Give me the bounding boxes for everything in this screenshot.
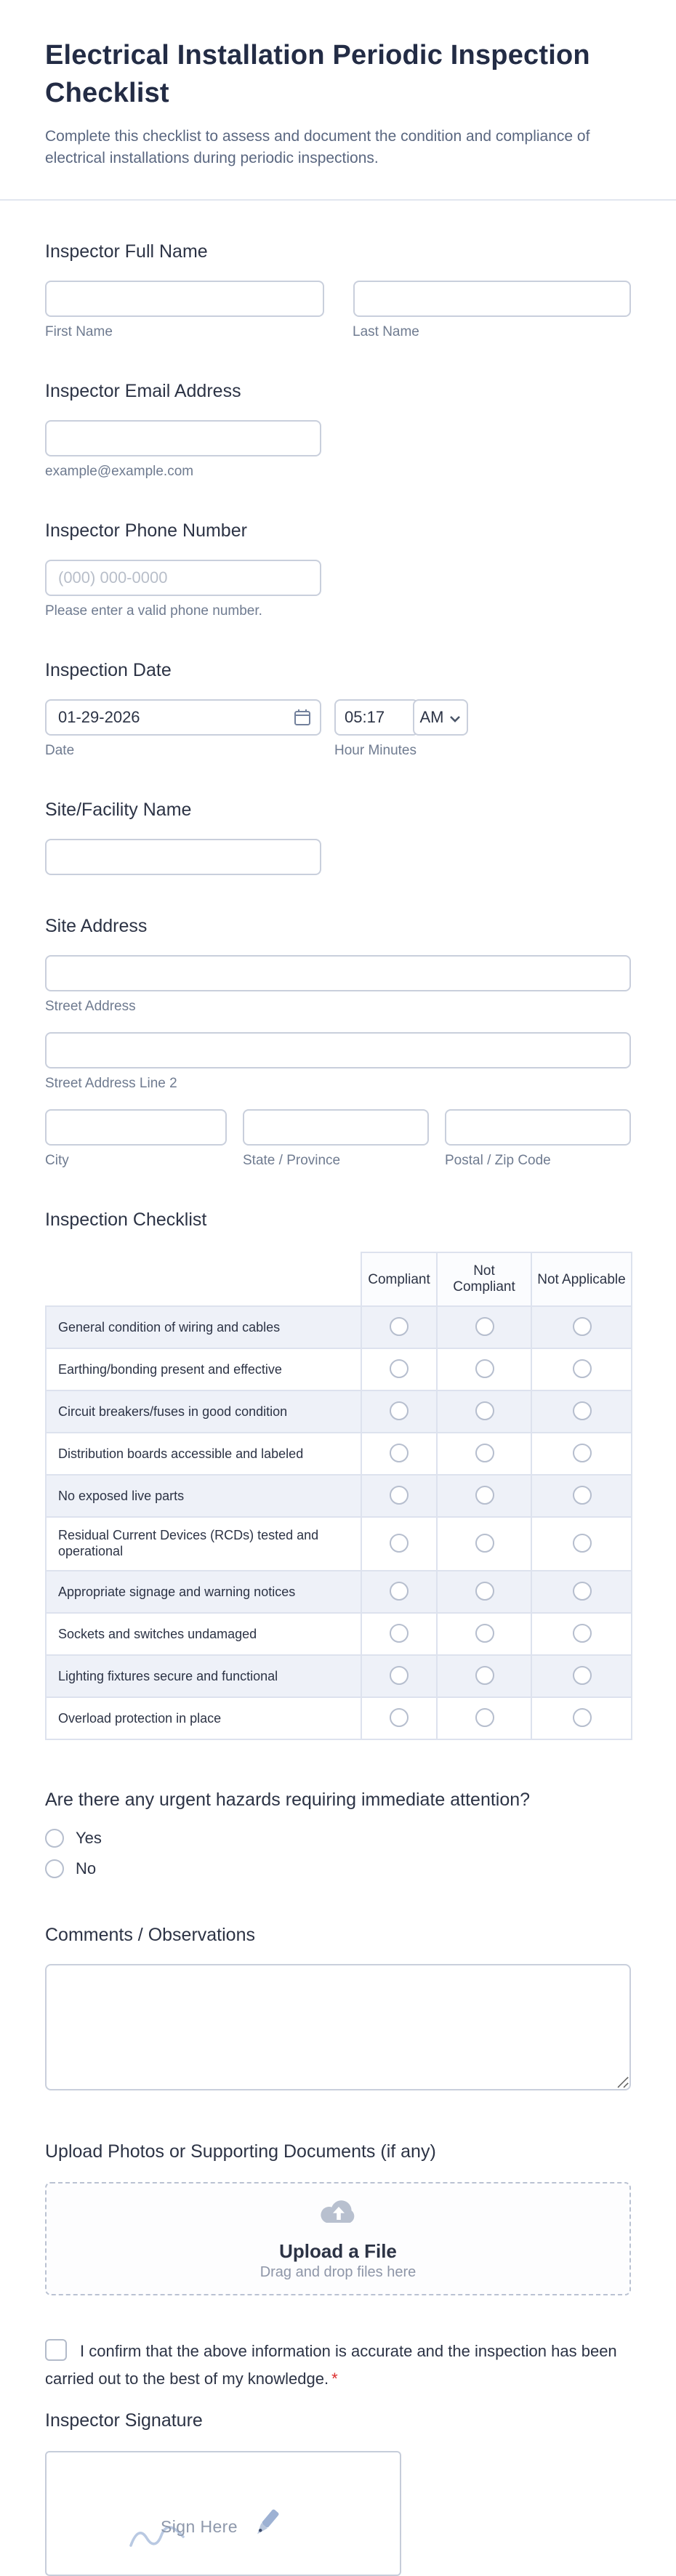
time-input[interactable] xyxy=(334,699,419,736)
matrix-cell xyxy=(437,1517,531,1571)
radio-button[interactable] xyxy=(572,1534,591,1553)
matrix-cell xyxy=(361,1613,437,1655)
matrix-cell xyxy=(361,1475,437,1517)
matrix-cell xyxy=(437,1475,531,1517)
email-section xyxy=(45,381,631,480)
radio-button[interactable] xyxy=(390,1582,409,1601)
radio-button[interactable] xyxy=(475,1486,494,1505)
radio-button[interactable] xyxy=(390,1667,409,1686)
matrix-corner xyxy=(46,1252,361,1306)
pen-icon xyxy=(248,2505,286,2550)
radio-button[interactable] xyxy=(475,1534,494,1553)
matrix-row-label: Residual Current Devices (RCDs) tested and operational xyxy=(46,1517,361,1571)
signature-pad[interactable] xyxy=(45,2451,401,2576)
matrix-row-label: Appropriate signage and warning notices xyxy=(46,1571,361,1613)
street-address-sublabel: Street Address xyxy=(45,999,136,1015)
upload-button-text: Upload a File xyxy=(279,2239,397,2261)
email-sublabel: example@example.com xyxy=(45,464,194,480)
matrix-cell xyxy=(531,1475,632,1517)
radio-button[interactable] xyxy=(390,1402,409,1421)
radio-button[interactable] xyxy=(390,1486,409,1505)
ampm-select[interactable] xyxy=(413,699,468,736)
table-row xyxy=(46,1475,632,1517)
table-row xyxy=(46,1306,632,1348)
matrix-cell xyxy=(361,1348,437,1390)
matrix-cell xyxy=(531,1348,632,1390)
matrix-cell xyxy=(531,1306,632,1348)
radio-button[interactable] xyxy=(390,1444,409,1463)
table-row xyxy=(46,1517,632,1571)
radio-button[interactable] xyxy=(475,1444,494,1463)
street-address2-input[interactable] xyxy=(45,1032,631,1068)
last-name-sublabel: Last Name xyxy=(353,324,419,340)
option-label: No xyxy=(76,1860,97,1877)
matrix-cell xyxy=(437,1571,531,1613)
upload-label: Upload Photos or Supporting Documents (if any) xyxy=(45,2141,436,2162)
matrix-cell xyxy=(531,1613,632,1655)
matrix-row-label: Overload protection in place xyxy=(46,1697,361,1739)
date-input[interactable] xyxy=(45,699,321,736)
page-title: Electrical Installation Periodic Inspection Checklist xyxy=(45,41,590,109)
date-field xyxy=(45,699,321,736)
postal-input[interactable] xyxy=(445,1109,631,1146)
hazards-label: Are there any urgent hazards requiring immediate attention? xyxy=(45,1790,531,1810)
confirm-checkbox[interactable] xyxy=(45,2339,67,2361)
site-name-label: Site/Facility Name xyxy=(45,800,192,820)
street-address2-sublabel: Street Address Line 2 xyxy=(45,1076,177,1092)
email-input[interactable] xyxy=(45,420,321,456)
inspection-matrix xyxy=(45,1252,632,1740)
calendar-icon[interactable] xyxy=(294,708,311,734)
matrix-cell xyxy=(361,1655,437,1697)
matrix-cell xyxy=(361,1390,437,1433)
matrix-row-label: Sockets and switches undamaged xyxy=(46,1613,361,1655)
confirmation-section xyxy=(45,2339,631,2394)
checklist-label: Inspection Checklist xyxy=(45,1209,207,1230)
signature-section xyxy=(45,2410,401,2576)
last-name-input[interactable] xyxy=(353,281,631,317)
phone-section xyxy=(45,520,631,619)
matrix-cell xyxy=(437,1433,531,1475)
comments-section xyxy=(45,1925,631,2098)
state-sublabel: State / Province xyxy=(243,1153,341,1169)
comments-textarea[interactable] xyxy=(45,1964,631,2090)
phone-input[interactable] xyxy=(45,560,321,596)
file-upload-dropzone[interactable] xyxy=(45,2182,631,2295)
matrix-cell xyxy=(531,1655,632,1697)
matrix-row-label: Earthing/bonding present and effective xyxy=(46,1348,361,1390)
cloud-upload-icon xyxy=(318,2197,358,2234)
form-header xyxy=(0,0,676,201)
full-name-section xyxy=(45,241,631,340)
matrix-cell xyxy=(361,1433,437,1475)
radio-button[interactable] xyxy=(572,1582,591,1601)
matrix-cell xyxy=(531,1433,632,1475)
matrix-cell xyxy=(361,1697,437,1739)
matrix-row-label: Lighting fixtures secure and functional xyxy=(46,1655,361,1697)
radio-button[interactable] xyxy=(390,1709,409,1728)
city-input[interactable] xyxy=(45,1109,227,1146)
phone-sublabel: Please enter a valid phone number. xyxy=(45,603,262,619)
phone-label: Inspector Phone Number xyxy=(45,520,247,541)
email-label: Inspector Email Address xyxy=(45,381,241,401)
matrix-cell xyxy=(531,1697,632,1739)
checklist-section xyxy=(45,1209,631,1740)
radio-button[interactable] xyxy=(45,1829,64,1848)
matrix-cell xyxy=(437,1348,531,1390)
site-address-label: Site Address xyxy=(45,916,148,936)
matrix-cell xyxy=(361,1571,437,1613)
matrix-cell xyxy=(437,1390,531,1433)
radio-button[interactable] xyxy=(475,1709,494,1728)
street-address-input[interactable] xyxy=(45,955,631,991)
radio-button[interactable] xyxy=(390,1318,409,1337)
first-name-sublabel: First Name xyxy=(45,324,113,340)
table-row xyxy=(46,1571,632,1613)
matrix-cell xyxy=(437,1613,531,1655)
radio-button[interactable] xyxy=(475,1402,494,1421)
hazards-option-yes[interactable] xyxy=(45,1829,631,1848)
matrix-row-label: General condition of wiring and cables xyxy=(46,1306,361,1348)
chevron-down-icon xyxy=(450,709,462,726)
matrix-row-label: Circuit breakers/fuses in good condition xyxy=(46,1390,361,1433)
matrix-cell xyxy=(361,1306,437,1348)
time-sublabel: Hour Minutes xyxy=(334,743,417,759)
matrix-cell xyxy=(437,1306,531,1348)
confirm-text: I confirm that the above information is accurate and the inspection has been carried out to the best of my knowledge. xyxy=(45,2343,617,2388)
sign-here-hint: Sign Here xyxy=(161,2519,238,2536)
signature-label: Inspector Signature xyxy=(45,2410,203,2431)
hazards-option-no[interactable] xyxy=(45,1859,631,1878)
radio-button[interactable] xyxy=(390,1625,409,1643)
matrix-row-label: Distribution boards accessible and labeled xyxy=(46,1433,361,1475)
postal-sublabel: Postal / Zip Code xyxy=(445,1153,551,1169)
table-row xyxy=(46,1613,632,1655)
radio-button[interactable] xyxy=(572,1709,591,1728)
table-row xyxy=(46,1433,632,1475)
radio-button[interactable] xyxy=(572,1318,591,1337)
required-asterisk: * xyxy=(331,2371,338,2388)
upload-hint: Drag and drop files here xyxy=(259,2264,417,2280)
radio-button[interactable] xyxy=(572,1667,591,1686)
matrix-cell xyxy=(531,1571,632,1613)
radio-button[interactable] xyxy=(572,1486,591,1505)
radio-button[interactable] xyxy=(475,1360,494,1379)
radio-button[interactable] xyxy=(45,1859,64,1878)
matrix-header-row xyxy=(46,1252,632,1306)
matrix-cell xyxy=(361,1517,437,1571)
option-label: Yes xyxy=(76,1830,102,1847)
table-row xyxy=(46,1348,632,1390)
table-row xyxy=(46,1390,632,1433)
radio-button[interactable] xyxy=(572,1360,591,1379)
site-name-input[interactable] xyxy=(45,839,321,875)
radio-button[interactable] xyxy=(572,1625,591,1643)
city-sublabel: City xyxy=(45,1153,69,1169)
matrix-cell xyxy=(531,1517,632,1571)
radio-button[interactable] xyxy=(475,1667,494,1686)
matrix-row-label: No exposed live parts xyxy=(46,1475,361,1517)
radio-button[interactable] xyxy=(475,1625,494,1643)
site-name-section xyxy=(45,800,631,875)
upload-section xyxy=(45,2141,631,2295)
form-body xyxy=(0,241,676,2394)
matrix-cell xyxy=(531,1390,632,1433)
date-label: Inspection Date xyxy=(45,660,172,680)
matrix-col-not-compliant: Not Compliant xyxy=(437,1252,531,1306)
hazards-section xyxy=(45,1790,631,1878)
ampm-value: AM xyxy=(419,709,444,726)
radio-button[interactable] xyxy=(390,1360,409,1379)
site-address-section xyxy=(45,916,631,1169)
table-row xyxy=(46,1655,632,1697)
radio-button[interactable] xyxy=(390,1534,409,1553)
radio-button[interactable] xyxy=(475,1318,494,1337)
full-name-label: Inspector Full Name xyxy=(45,241,208,262)
form-subtitle: Complete this checklist to assess and document the condition and compliance of electrical installations during periodic inspections. xyxy=(45,128,590,167)
date-section xyxy=(45,660,631,759)
table-row xyxy=(46,1697,632,1739)
matrix-cell xyxy=(437,1697,531,1739)
comments-label: Comments / Observations xyxy=(45,1925,255,1945)
radio-button[interactable] xyxy=(475,1582,494,1601)
radio-button[interactable] xyxy=(572,1402,591,1421)
first-name-input[interactable] xyxy=(45,281,323,317)
matrix-col-not-applicable: Not Applicable xyxy=(531,1252,632,1306)
date-sublabel: Date xyxy=(45,743,75,759)
radio-button[interactable] xyxy=(572,1444,591,1463)
matrix-col-compliant: Compliant xyxy=(361,1252,437,1306)
state-input[interactable] xyxy=(243,1109,429,1146)
matrix-cell xyxy=(437,1655,531,1697)
